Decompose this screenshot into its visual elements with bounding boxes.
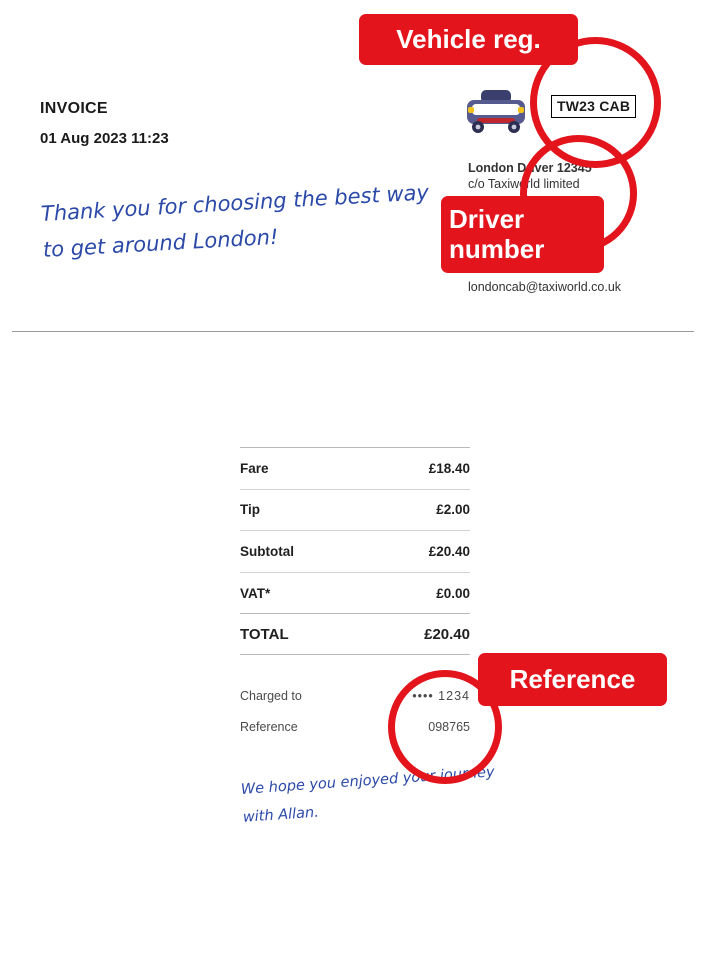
reference-label: Reference [240,719,298,734]
row-value: £20.40 [428,543,470,559]
row-label: TOTAL [240,625,289,643]
reference-value: 098765 [428,719,470,734]
table-row-total [240,613,470,655]
vehicle-registration-plate: TW23 CAB [551,95,636,118]
page-title: INVOICE [40,100,108,117]
totals-table [240,447,470,655]
table-row [240,530,470,572]
annotation-label-reference: Reference [478,653,667,706]
closing-note: We hope you enjoyed your journey with Allan. [240,764,496,826]
charged-to-label: Charged to [240,688,302,703]
row-value: £2.00 [436,502,470,518]
table-row [240,447,470,489]
annotation-label-vehicle-reg: Vehicle reg. [359,14,578,65]
table-row [240,572,470,614]
row-value: £0.00 [436,585,470,601]
row-value: £18.40 [428,460,470,476]
invoice-date: 01 Aug 2023 11:23 [40,130,169,147]
row-label: VAT* [240,585,271,601]
thank-you-note: Thank you for choosing the best way to get around London! [40,180,430,262]
row-label: Subtotal [240,543,294,559]
charged-to-value: •••• 1234 [412,688,470,703]
driver-email: londoncab@taxiworld.co.uk [468,280,622,294]
row-label: Fare [240,460,269,476]
section-divider [12,331,694,332]
row-value: £20.40 [424,625,470,643]
taxi-icon [465,88,527,136]
annotation-label-driver-number: Driver number [441,196,604,273]
driver-company: c/o Taxiworld limited [468,177,580,191]
row-label: Tip [240,502,260,518]
table-row [240,489,470,531]
driver-name: London Driver 12345 [468,161,592,175]
